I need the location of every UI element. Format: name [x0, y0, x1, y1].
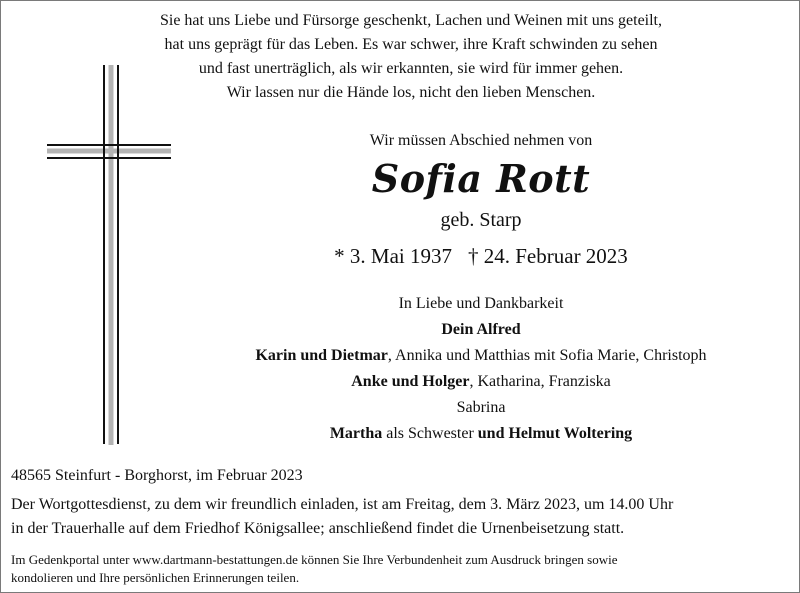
mourners-line: Sabrina [456, 399, 506, 416]
place-and-date: 48565 Steinfurt - Borghorst, im Februar 2023 [11, 467, 303, 484]
portal-line: kondolieren und Ihre persönlichen Erinnerungen teilen. [11, 570, 300, 585]
service-line: Der Wortgottesdienst, zu dem wir freundlich einladen, ist am Freitag, dem 3. März 2023, um 14.00 Uhr [11, 496, 674, 513]
portal-line: Im Gedenkportal unter www.dartmann-bestattungen.de können Sie Ihre Verbundenheit zum Ausdruck bringen sowie [11, 552, 618, 567]
poem-line: und fast unerträglich, als wir erkannten, sie wird für immer gehen. [198, 60, 624, 77]
poem-line: Sie hat uns Liebe und Fürsorge geschenkt, Lachen und Weinen mit uns geteilt, [159, 12, 662, 29]
service-line: in der Trauerhalle auf dem Friedhof Königsallee; anschließend findet die Urnenbeisetzung statt. [11, 520, 625, 537]
deceased-name: Sofia Rott [371, 156, 591, 201]
poem-line: Wir lassen nur die Hände los, nicht den lieben Menschen. [226, 84, 596, 101]
death-date: † 24. Februar 2023 [468, 244, 628, 268]
farewell-intro: Wir müssen Abschied nehmen von [369, 132, 593, 149]
mourners-intro: In Liebe und Dankbarkeit [398, 295, 564, 312]
mourners-line: Karin und Dietmar, Annika und Matthias mit Sofia Marie, Christoph [255, 347, 707, 364]
poem [131, 9, 691, 105]
mourners-line: Martha als Schwester und Helmut Woltering [329, 425, 633, 442]
memorial-portal-note [11, 551, 791, 587]
birth-name: geb. Starp [440, 209, 522, 231]
mourners-line: Anke und Holger, Katharina, Franziska [351, 373, 611, 390]
poem-line: hat uns geprägt für das Leben. Es war schwer, ihre Kraft schwinden zu sehen [164, 36, 658, 53]
service-info [11, 493, 791, 541]
mourners-list [181, 291, 781, 447]
spouse-name: Dein Alfred [441, 321, 521, 338]
birth-date: * 3. Mai 1937 [334, 244, 452, 268]
cross-icon [47, 65, 171, 445]
life-dates [231, 241, 731, 271]
